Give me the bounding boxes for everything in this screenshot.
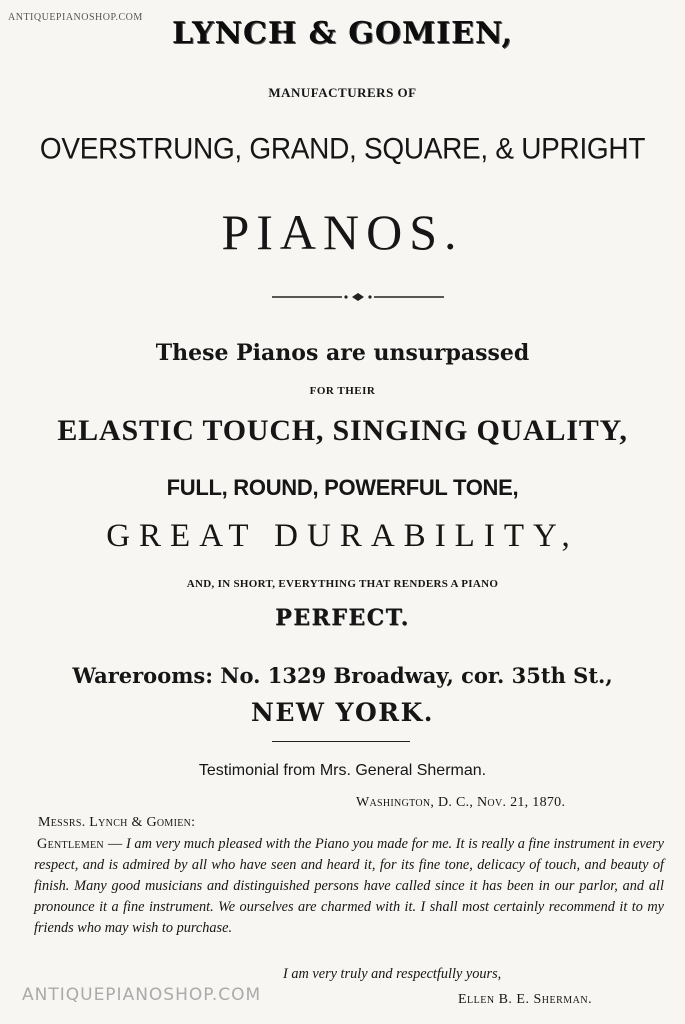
letter-salutation: Messrs. Lynch & Gomien: [38,815,196,830]
testimonial-heading: Testimonial from Mrs. General Sherman. [198,762,487,779]
quality-line-2: FULL, ROUND, POWERFUL TONE, [166,475,519,500]
warerooms-address: Warerooms: No. 1329 Broadway, cor. 35th St., [72,663,613,688]
quality-line-1: ELASTIC TOUCH, SINGING QUALITY, [57,414,628,447]
letter-place-date: Washington, D. C., Nov. 21, 1870. [356,795,566,810]
piano-types: OVERSTRUNG, GRAND, SQUARE, & UPRIGHT [39,132,646,165]
company-title: LYNCH & GOMIEN, [171,16,513,51]
product-heading: PIANOS. [221,204,464,260]
city-name: NEW YORK. [250,698,435,727]
manufacturers-line: MANUFACTURERS OF [268,85,417,100]
letter-text: I am very much pleased with the Piano you made for me. It is really a fine instrument in every respect, and is admired by all who have seen and heard it, for its fine tone, delicacy of touch, and beauty of finish. Many good musicians and distinguished persons have called since it has been in our parlor, and all pronounce it a fine instrument. We ourselves are charmed with it. I shall most certainly recommend it to my friends who may wish to purchase. [34,836,664,936]
quality-line-3: GREAT DURABILITY, [106,518,579,554]
letter-closing: I am very truly and respectfully yours, [283,966,502,982]
perfect-heading: PERFECT. [275,605,410,631]
letter-opening: Gentlemen — [37,836,123,852]
for-their-line: FOR THEIR [309,385,376,397]
section-divider [272,741,410,742]
watermark-top: ANTIQUEPIANOSHOP.COM [8,12,143,23]
in-short-line: AND, IN SHORT, EVERYTHING THAT RENDERS A PIANO [186,578,499,590]
letter-signature: Ellen B. E. Sherman. [458,992,593,1007]
watermark-bottom: ANTIQUEPIANOSHOP.COM [22,985,262,1005]
unsurpassed-line: These Pianos are unsurpassed [155,340,530,366]
letter-body [34,834,664,939]
ornament-divider-icon [272,290,444,304]
